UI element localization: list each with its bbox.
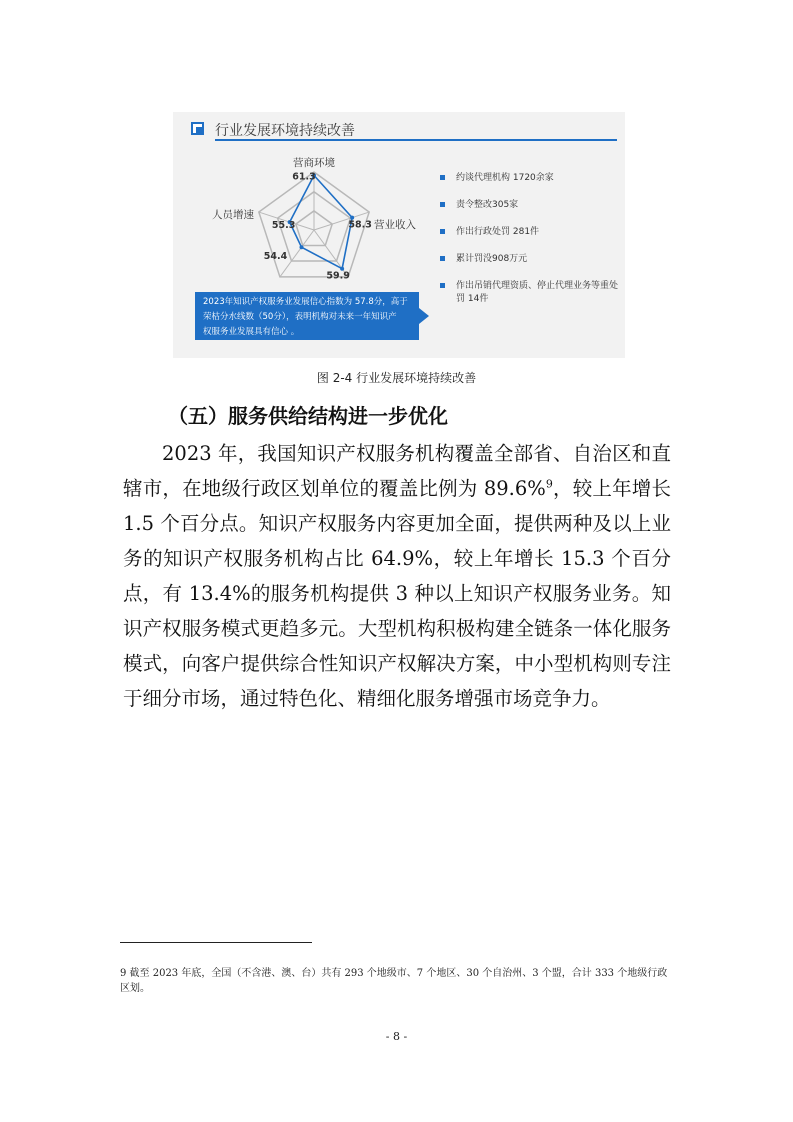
radar-chart [173, 142, 438, 292]
page-number: - 8 - [385, 1030, 408, 1043]
bullet-icon [440, 202, 445, 207]
radar-axis-label: 营业收入 [374, 219, 416, 231]
list-item [438, 226, 618, 239]
measures-list [438, 172, 618, 320]
footnote-ref[interactable]: 9 [545, 477, 553, 491]
footnote-divider [120, 942, 312, 943]
confidence-callout [195, 292, 419, 340]
figure-caption: 图 2-4 行业发展环境持续改善 [316, 371, 477, 385]
list-item-text: 作出吊销代理资质、停止代理业务等重处罚 14件 [456, 281, 619, 304]
radar-value-label: 58.3 [348, 219, 372, 231]
callout-line: 权服务业发展具有信心 。 [203, 327, 300, 337]
radar-value-label: 55.3 [271, 220, 296, 232]
section-heading: （五）服务供给结构进一步优化 [168, 404, 448, 428]
bullet-icon [440, 283, 445, 288]
radar-value-label: 59.9 [326, 270, 350, 282]
radar-value-label: 61.3 [292, 171, 316, 183]
callout-line: 荣枯分水线数（50分），表明机构对未来一年知识产 [203, 312, 397, 322]
list-item-text: 作出行政处罚 281件 [456, 227, 540, 237]
body-paragraph [123, 436, 671, 716]
paragraph-text: 2023 年，我国知识产权服务机构覆盖全部省、自治区和直辖市，在地级行政区划单位的覆盖比例为 89.6% [123, 442, 671, 500]
bullet-icon [440, 229, 445, 234]
callout-line: 2023年知识产权服务业发展信心指数为 57.8分，高于 [203, 297, 408, 307]
bullet-icon [440, 175, 445, 180]
radar-point [299, 245, 303, 249]
radar-axis-label: 人员增速 [212, 209, 254, 221]
radar-value-label: 54.4 [263, 251, 288, 263]
figure-panel [173, 112, 625, 358]
list-item [438, 199, 618, 212]
bullet-icon [440, 256, 445, 261]
paragraph-text: ，较上年增长 1.5 个百分点。知识产权服务内容更加全面，提供两种及以上业务的知识产权服务机构占比 64.9%，较上年增长 15.3 个百分点，有 13.4%的服务机构提供 3 种以上知识产权服务业务。知识产权服务模式更趋多元。大型机构积极构建全链条一体化服务模式，向客户提供综合性知识产权解决方案，中小型机构则专注于细分市场，通过特色化、精细化服务增强市场竞争力。 [123, 477, 671, 710]
figure-header-title: 行业发展环境持续改善 [215, 123, 355, 139]
radar-axis-label: 营商环境 [293, 157, 335, 169]
header-square-fill-icon [196, 127, 204, 135]
list-item-text: 累计罚没908万元 [456, 254, 528, 264]
footnote: 9 截至 2023 年底，全国（不含港、澳、台）共有 293 个地级市、7 个地区、30 个自治州、3 个盟，合计 333 个地级行政区划。 [120, 968, 668, 994]
list-item [438, 172, 618, 185]
figure-header-rule [215, 139, 617, 141]
list-item [438, 280, 618, 306]
list-item-text: 责令整改305家 [456, 200, 519, 210]
figure-header [191, 118, 621, 142]
list-item-text: 约谈代理机构 1720余家 [456, 173, 554, 183]
list-item [438, 253, 618, 266]
